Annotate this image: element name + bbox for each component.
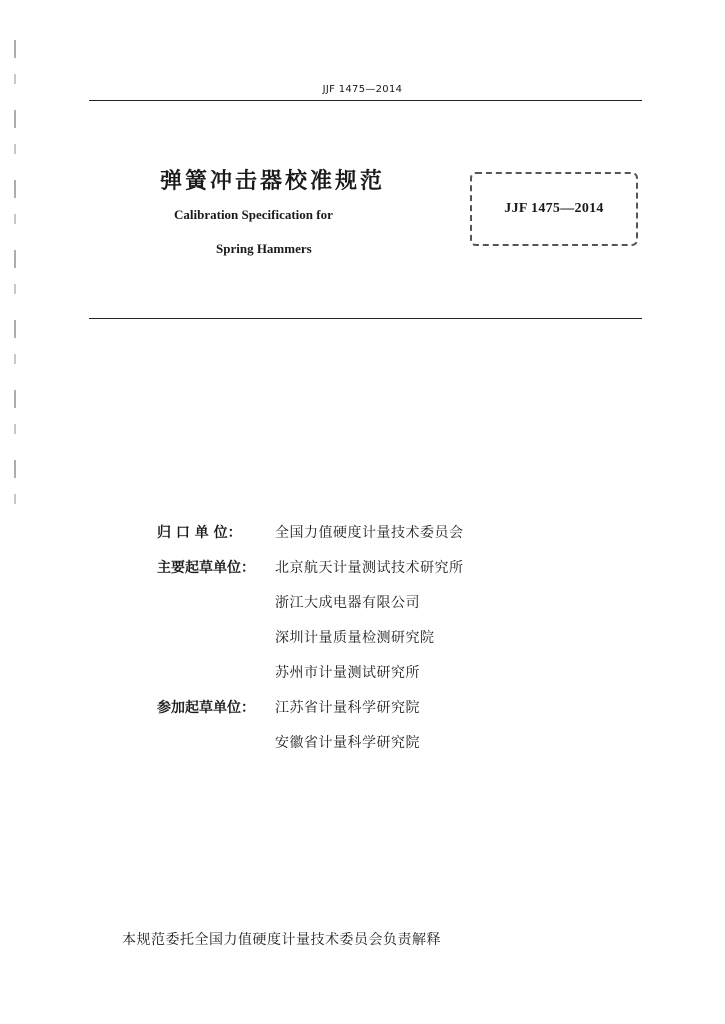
unit-label: 参加起草单位：: [157, 699, 255, 716]
unit-label: 归 口 单 位：: [157, 524, 242, 541]
unit-row-participating-drafter: [157, 724, 464, 759]
unit-value: 全国力值硬度计量技术委员会: [275, 524, 464, 541]
header-rule: [89, 100, 642, 101]
unit-value: 浙江大成电器有限公司: [275, 594, 420, 611]
unit-value: 江苏省计量科学研究院: [275, 699, 420, 716]
standard-code-box: [470, 172, 638, 246]
unit-label: 主要起草单位：: [157, 559, 255, 576]
document-title-chinese: 弹簧冲击器校准规范: [160, 169, 386, 194]
running-header: JJF 1475—2014: [322, 84, 403, 95]
document-title-english-line1: Calibration Specification for: [174, 207, 333, 222]
unit-row-responsible: [157, 514, 464, 549]
title-separator-rule: [89, 318, 642, 319]
document-title-english-line2: Spring Hammers: [216, 241, 312, 256]
unit-value: 深圳计量质量检测研究院: [275, 629, 435, 646]
unit-row-main-drafter: [157, 584, 464, 619]
unit-value: 安徽省计量科学研究院: [275, 734, 420, 751]
unit-value: 北京航天计量测试技术研究所: [275, 559, 464, 576]
drafting-units-list: [157, 514, 464, 759]
unit-row-main-drafter: [157, 654, 464, 689]
unit-row-main-drafter: [157, 549, 464, 584]
unit-value: 苏州市计量测试研究所: [275, 664, 420, 681]
unit-row-participating-drafter: [157, 689, 464, 724]
scan-edge-artifact: [14, 40, 16, 510]
interpretation-note: 本规范委托全国力值硬度计量技术委员会负责解释: [122, 932, 441, 948]
unit-row-main-drafter: [157, 619, 464, 654]
standard-code-label: JJF 1475—2014: [504, 201, 604, 216]
